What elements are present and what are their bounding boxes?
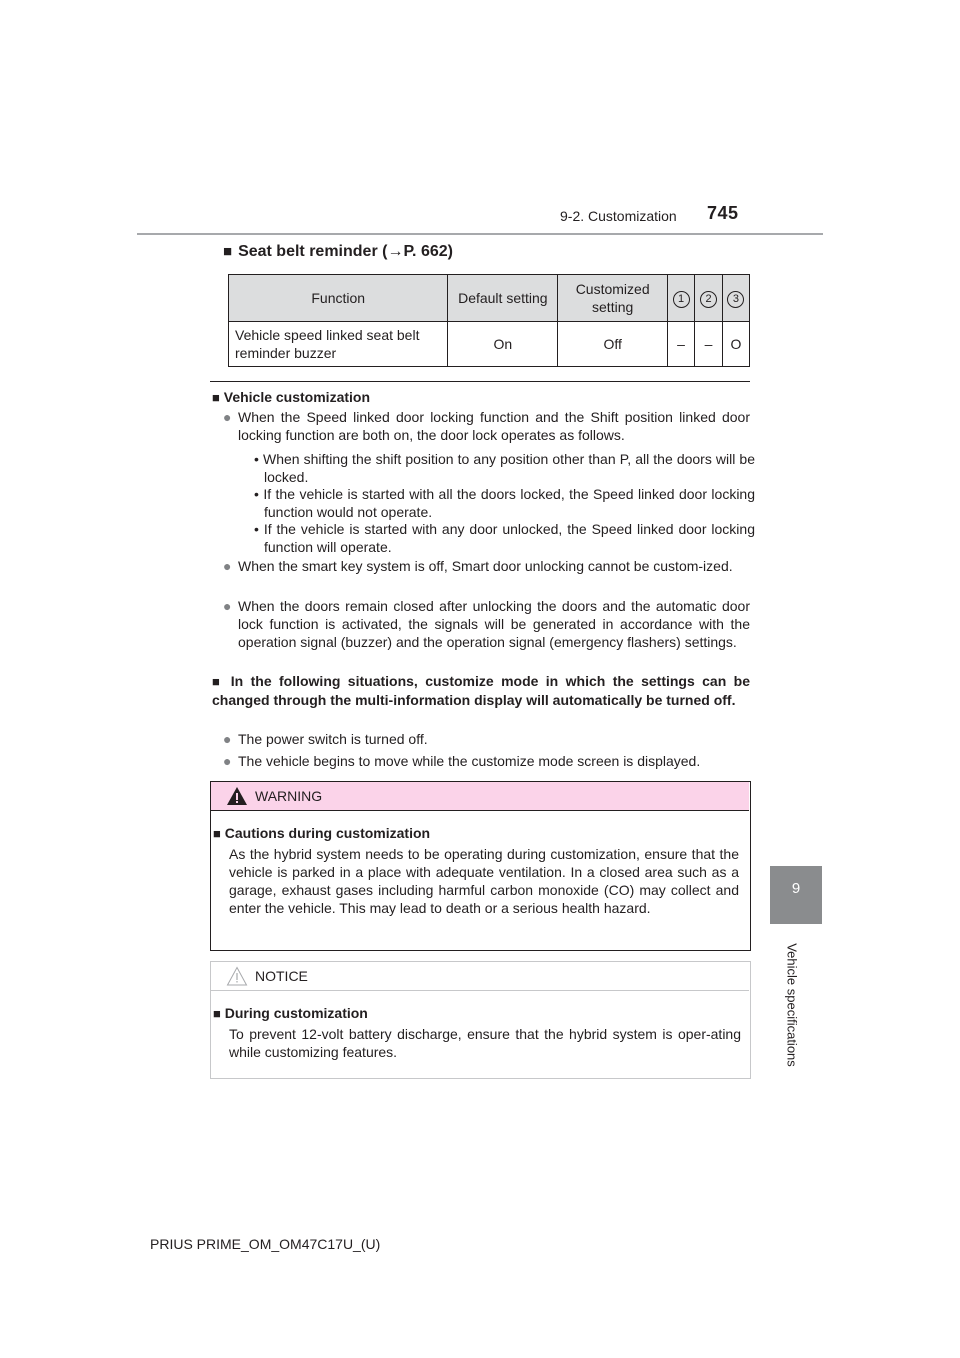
note-heading-auto-off: ■ In the following situations, customize mode in which the settings can be changed through the multi-information display will automatically be turned off.	[212, 673, 751, 708]
warning-text: As the hybrid system needs to be operating during customization, ensure that the vehicle is parked in a place with adequate ventilation. In a closed area such as a garage, exhaust gases including harmful carbon monoxide (CO) may collect and enter the vehicle. This may lead to death or a serious health hazard.	[229, 846, 739, 916]
warning-label: WARNING	[255, 788, 323, 804]
header-method-1	[668, 275, 695, 322]
footer-doc-id: PRIUS PRIME_OM_OM47C17U_(U)	[150, 1236, 381, 1252]
chapter-tab	[770, 866, 822, 924]
round-bullet-icon: ●	[223, 598, 232, 614]
warning-triangle-icon	[226, 786, 248, 806]
warning-header	[211, 782, 749, 811]
round-bullet-icon: ●	[223, 753, 232, 769]
note-subitem: • If the vehicle is started with all the doors locked, the Speed linked door locking function would not operate.	[254, 486, 755, 520]
header-function: Function	[229, 275, 448, 322]
table-header-row	[229, 275, 750, 322]
notice-label: NOTICE	[255, 968, 308, 984]
table-row	[229, 322, 750, 367]
cell-customized: Off	[558, 322, 668, 367]
square-bullet-icon: ■	[212, 674, 224, 689]
chapter-label: Vehicle specifications	[784, 943, 800, 1067]
cell-function: Vehicle speed linked seat belt reminder buzzer	[229, 322, 448, 367]
square-bullet-icon: ■	[223, 243, 233, 260]
notice-title: ■ During customization	[213, 1005, 368, 1021]
header-method-3	[722, 275, 749, 322]
circled-2-icon: 2	[700, 291, 717, 308]
note-subitem: • When shifting the shift position to any position other than P, all the doors will be locked.	[254, 451, 755, 485]
cell-method-2: –	[695, 322, 723, 367]
note-item: When the Speed linked door locking function and the Shift position linked door locking function are both on, the door lock operates as follows.	[238, 409, 750, 443]
note-item: The vehicle begins to move while the customize mode screen is displayed.	[238, 753, 701, 769]
notice-triangle-icon	[226, 966, 248, 986]
header-method-2	[695, 275, 723, 322]
circled-3-icon: 3	[727, 291, 744, 308]
cell-default: On	[448, 322, 558, 367]
note-item: When the smart key system is off, Smart door unlocking cannot be custom-ized.	[238, 558, 733, 574]
chapter-number: 9	[791, 880, 801, 897]
customization-table	[228, 274, 750, 367]
cell-method-3: O	[722, 322, 749, 367]
section-breadcrumb: 9-2. Customization	[560, 208, 677, 224]
section-divider	[210, 381, 750, 382]
note-item: When the doors remain closed after unlocking the doors and the automatic door lock function is activated, the signals will be generated in accordance with the operation signal (buzzer) and the operation signal (emergency flashers) settings.	[238, 598, 750, 650]
warning-title: ■ Cautions during customization	[213, 825, 431, 841]
round-bullet-icon: ●	[223, 558, 232, 574]
cell-method-1: –	[668, 322, 695, 367]
square-bullet-icon: ■	[213, 1006, 221, 1021]
round-bullet-icon: ●	[223, 409, 232, 425]
circled-1-icon: 1	[673, 291, 690, 308]
header-default-setting: Default setting	[448, 275, 558, 322]
page-number: 745	[707, 203, 739, 223]
note-subitem: • If the vehicle is started with any door unlocked, the Speed linked door locking function will operate.	[254, 521, 755, 555]
notice-header	[211, 962, 749, 991]
header-customized-setting: Customized setting	[558, 275, 668, 322]
notice-text: To prevent 12-volt battery discharge, ensure that the hybrid system is oper-ating while customizing features.	[229, 1026, 741, 1060]
square-bullet-icon: ■	[213, 826, 221, 841]
round-bullet-icon: ●	[223, 731, 232, 747]
note-heading-vehicle-customization: ■ Vehicle customization	[212, 389, 371, 405]
note-item: The power switch is turned off.	[238, 731, 428, 747]
header-rule	[137, 233, 823, 235]
section-title: ■ Seat belt reminder (→P. 662)	[223, 243, 453, 260]
square-bullet-icon: ■	[212, 390, 220, 405]
